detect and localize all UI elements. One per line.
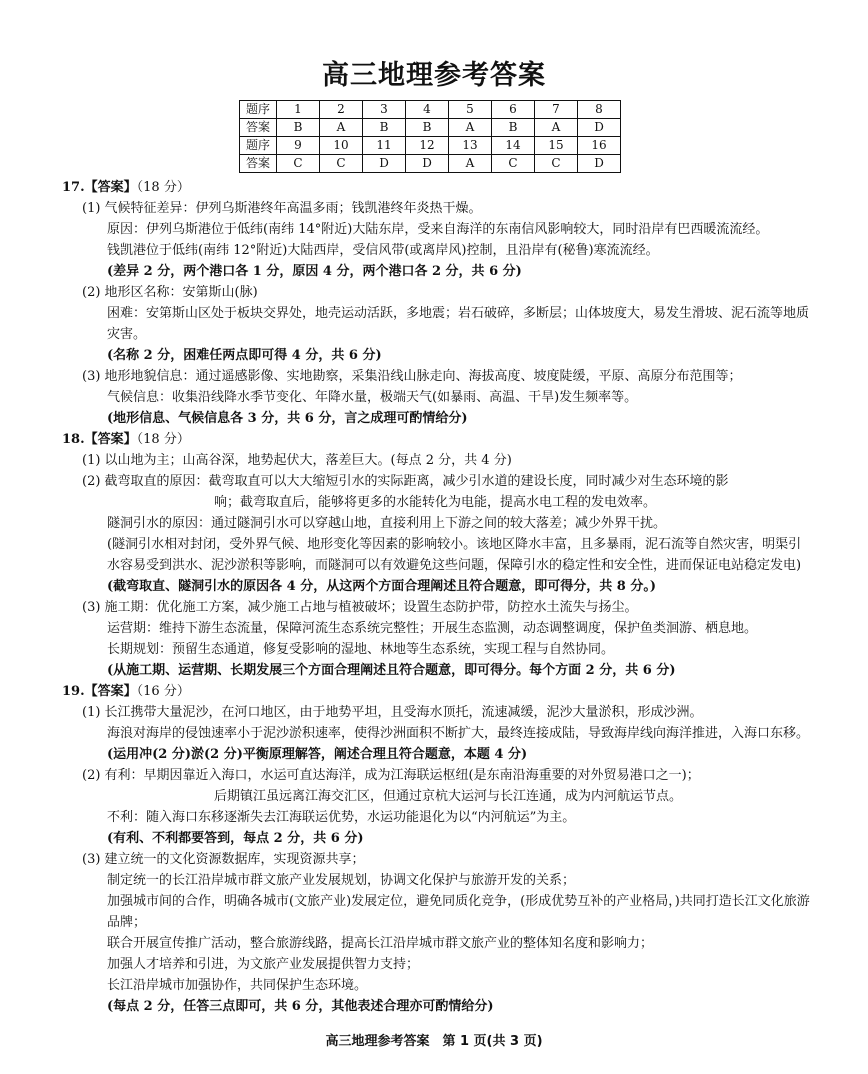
answer-key-cell: B: [492, 119, 535, 137]
answer-line: 联合开展宣传推广活动，整合旅游线路，提高长江沿岸城市群文旅产业的整体知名度和影响力；: [107, 936, 654, 951]
answer-line: (2) 地形区名称：安第斯山(脉): [82, 285, 258, 300]
answer-key-cell: 4: [406, 101, 449, 119]
answer-key-cell: D: [578, 119, 621, 137]
answer-key-row-label: 答案: [240, 155, 277, 173]
answer-line: 钱凯港位于低纬(南纬 12°附近)大陆西岸，受信风带(或离岸风)控制，且沿岸有(秘鲁)寒流流经。: [107, 243, 659, 258]
answer-line: (有利、不利都要答到，每点 2 分，共 6 分): [107, 831, 364, 846]
answer-key-cell: 16: [578, 137, 621, 155]
answer-key-cell: C: [492, 155, 535, 173]
answer-label: 【答案】: [84, 180, 137, 195]
question-score: （16 分）: [136, 684, 190, 699]
answer-key-row-label: 答案: [240, 119, 277, 137]
question-19: [0, 681, 868, 1017]
answer-line: (3) 地形地貌信息：通过遥感影像、实地勘察，采集沿线山脉走向、海拔高度、坡度陡缓，平原、高原分布范围等；: [82, 369, 742, 384]
question-number: 19.: [62, 684, 85, 699]
page-title: 高三地理参考答案: [322, 60, 546, 91]
answer-key-cell: A: [449, 119, 492, 137]
answer-key-cell: 10: [320, 137, 363, 155]
answer-key-cell: A: [449, 155, 492, 173]
answer-key-cell: 6: [492, 101, 535, 119]
answer-key-row: [240, 155, 621, 173]
answer-key-cell: 11: [363, 137, 406, 155]
answer-label: 【答案】: [84, 432, 137, 447]
answer-key-cell: 7: [535, 101, 578, 119]
answer-line: (运用冲(2 分)淤(2 分)平衡原理解答，阐述合理且符合题意，本题 4 分): [107, 747, 528, 762]
question-17: [0, 177, 868, 429]
question-header: [0, 177, 868, 198]
question-number: 18.: [62, 432, 85, 447]
answer-line: (地形信息、气候信息各 3 分，共 6 分，言之成理可酌情给分): [107, 411, 468, 426]
answer-line: 响；截弯取直后，能够将更多的水能转化为电能，提高水电工程的发电效率。: [214, 495, 657, 510]
answer-key-cell: 12: [406, 137, 449, 155]
answer-key-cell: 1: [277, 101, 320, 119]
answer-key-row-label: 题序: [240, 137, 277, 155]
answer-key-cell: 14: [492, 137, 535, 155]
answer-line: 不利：随入海口东移逐渐失去江海联运优势，水运功能退化为以“内河航运”为主。: [107, 810, 576, 825]
answer-line: 隧洞引水的原因：通过隧洞引水可以穿越山地，直接利用上下游之间的较大落差；减少外界干扰。: [107, 516, 667, 531]
answer-key-cell: D: [363, 155, 406, 173]
answer-key-cell: 13: [449, 137, 492, 155]
answer-key-row-label: 题序: [240, 101, 277, 119]
answer-line: 制定统一的长江沿岸城市群文旅产业发展规划，协调文化保护与旅游开发的关系；: [107, 873, 576, 888]
answer-key-row: [240, 119, 621, 137]
answer-key-cell: A: [535, 119, 578, 137]
answer-line: 长江沿岸城市加强协作，共同保护生态环境。: [107, 978, 368, 993]
page-footer: 高三地理参考答案 第 1 页(共 3 页): [325, 1034, 543, 1049]
answer-line: 运营期：维持下游生态流量，保障河流生态系统完整性；开展生态监测，动态调整调度，保护鱼类洄游、栖息地。: [107, 621, 758, 636]
answer-key-cell: 2: [320, 101, 363, 119]
answer-line: (2) 有利：早期因靠近入海口，水运可直达海洋，成为江海联运枢纽(是东南沿海重要的对外贸易港口之一)；: [82, 768, 700, 783]
question-18: [0, 429, 868, 681]
answer-key-cell: 9: [277, 137, 320, 155]
answer-line: (3) 施工期：优化施工方案，减少施工占地与植被破坏；设置生态防护带，防控水土流失与扬尘。: [82, 600, 638, 615]
answer-key-cell: D: [406, 155, 449, 173]
answer-key-cell: B: [406, 119, 449, 137]
answer-key-cell: A: [320, 119, 363, 137]
answer-key-cell: C: [535, 155, 578, 173]
answer-line: 气候信息：收集沿线降水季节变化、年降水量，极端天气(如暴雨、高温、干旱)发生频率等。: [107, 390, 638, 405]
answer-line: (每点 2 分，任答三点即可，共 6 分，其他表述合理亦可酌情给分): [107, 999, 494, 1014]
question-header: [0, 429, 868, 450]
question-score: （18 分）: [136, 180, 190, 195]
answer-line: 加强人才培养和引进，为文旅产业发展提供智力支持；: [107, 957, 420, 972]
answer-line: (1) 以山地为主；山高谷深，地势起伏大，落差巨大。(每点 2 分，共 4 分): [82, 453, 512, 468]
answer-key-cell: C: [320, 155, 363, 173]
answer-line: (从施工期、运营期、长期发展三个方面合理阐述且符合题意，即可得分。每个方面 2 分，共 6 分): [107, 663, 676, 678]
answer-line: 加强城市间的合作，明确各城市(文旅产业)发展定位，避免同质化竞争，(形成优势互补的产业格局，)共同打造长江文化旅游品牌；: [107, 894, 810, 930]
question-score: （18 分）: [136, 432, 190, 447]
answer-line: (隧洞引水相对封闭，受外界气候、地形变化等因素的影响较小。该地区降水丰富，且多暴雨，泥石流等自然灾害，明渠引水容易受到洪水、泥沙淤积等影响，而隧洞可以有效避免这些问题，保障引水的稳定性和安全性，进而保证电站稳定发电): [107, 537, 802, 573]
answer-key-cell: B: [363, 119, 406, 137]
answer-line: (截弯取直、隧洞引水的原因各 4 分，从这两个方面合理阐述且符合题意，即可得分，共 8 分。): [107, 579, 656, 594]
answer-key-cell: C: [277, 155, 320, 173]
answer-key-cell: 3: [363, 101, 406, 119]
answer-key-cell: 5: [449, 101, 492, 119]
answer-line: (名称 2 分，困难任两点即可得 4 分，共 6 分): [107, 348, 382, 363]
answer-line: 海浪对海岸的侵蚀速率小于泥沙淤积速率，使得沙洲面积不断扩大，最终连接成陆，导致海岸线向海洋推进，入海口东移。: [107, 726, 810, 741]
question-number: 17.: [62, 180, 85, 195]
answer-key-cell: D: [578, 155, 621, 173]
answer-key-table: [239, 100, 621, 173]
answer-key-cell: 8: [578, 101, 621, 119]
answer-line: (差异 2 分，两个港口各 1 分，原因 4 分，两个港口各 2 分，共 6 分): [107, 264, 522, 279]
answer-line: (2) 截弯取直的原因：截弯取直可以大大缩短引水的实际距离，减少引水道的建设长度，同时减少对生态环境的影: [82, 474, 729, 489]
answer-key-row: [240, 137, 621, 155]
answer-line: (1) 长江携带大量泥沙，在河口地区，由于地势平坦，且受海水顶托，流速减缓，泥沙大量淤积，形成沙洲。: [82, 705, 703, 720]
answer-key-cell: 15: [535, 137, 578, 155]
question-header: [0, 681, 868, 702]
answer-line: (1) 气候特征差异：伊列乌斯港终年高温多雨；钱凯港终年炎热干燥。: [82, 201, 482, 216]
answer-line: 长期规划：预留生态通道，修复受影响的湿地、林地等生态系统，实现工程与自然协同。: [107, 642, 615, 657]
answers-content: [0, 177, 868, 1017]
answer-key-row: [240, 101, 621, 119]
answer-key-cell: B: [277, 119, 320, 137]
answer-line: 原因：伊列乌斯港位于低纬(南纬 14°附近)大陆东岸，受来自海洋的东南信风影响较大，同时沿岸有巴西暖流流经。: [107, 222, 769, 237]
answer-line: 困难：安第斯山区处于板块交界处，地壳运动活跃，多地震；岩石破碎，多断层；山体坡度大，易发生滑坡、泥石流等地质灾害。: [107, 306, 810, 342]
answer-line: 后期镇江虽远离江海交汇区，但通过京杭大运河与长江连通，成为内河航运节点。: [214, 789, 683, 804]
answer-label: 【答案】: [84, 684, 137, 699]
answer-line: (3) 建立统一的文化资源数据库，实现资源共享；: [82, 852, 365, 867]
